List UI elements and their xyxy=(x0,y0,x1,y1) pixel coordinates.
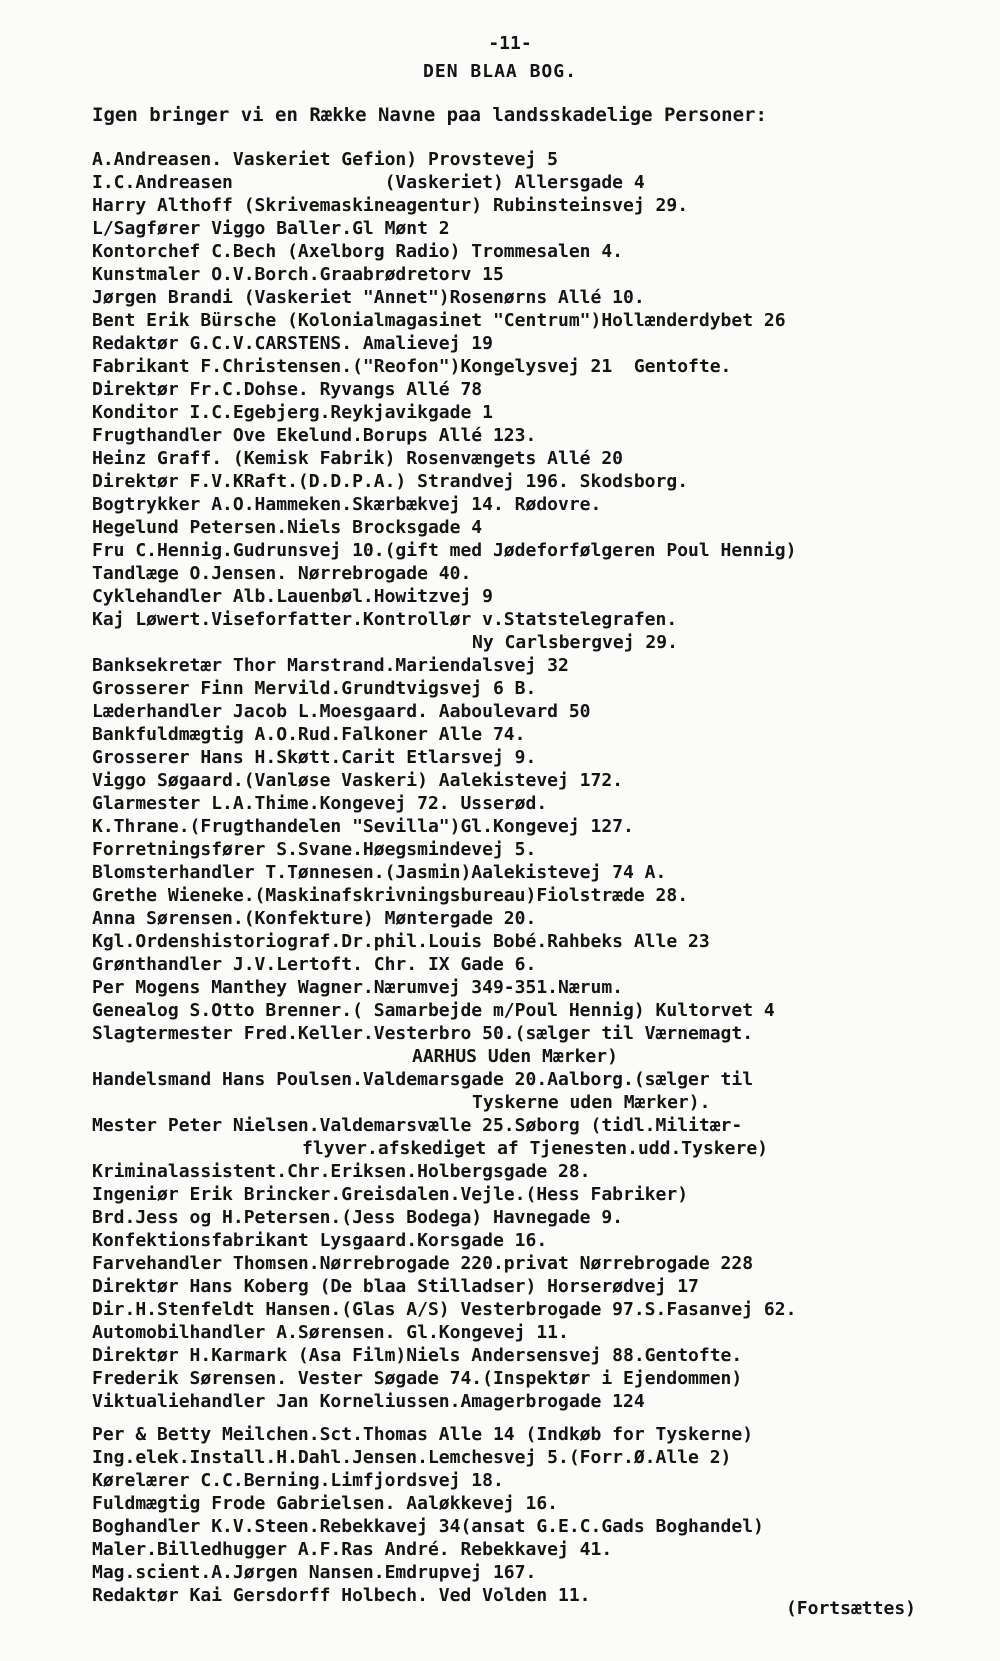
list-item: K.Thrane.(Frugthandelen "Sevilla")Gl.Kongevej 127. xyxy=(92,816,634,837)
continued-note: (Fortsættes) xyxy=(785,1598,916,1619)
document-title: DEN BLAA BOG. xyxy=(423,61,577,82)
list-item-continuation: AARHUS Uden Mærker) xyxy=(412,1046,618,1067)
list-item: Hegelund Petersen.Niels Brocksgade 4 xyxy=(92,517,483,538)
list-item: Boghandler K.V.Steen.Rebekkavej 34(ansat G.E.C.Gads Boghandel) xyxy=(92,1516,764,1537)
list-item: Mag.scient.A.Jørgen Nansen.Emdrupvej 167. xyxy=(92,1562,537,1583)
list-item: A.Andreasen. Vaskeriet Gefion) Provstevej 5 xyxy=(92,149,558,170)
list-item: Redaktør Kai Gersdorff Holbech. Ved Volden 11. xyxy=(92,1585,591,1606)
list-item: Kunstmaler O.V.Borch.Graabrødretorv 15 xyxy=(92,264,504,285)
list-item: Cyklehandler Alb.Lauenbøl.Howitzvej 9 xyxy=(92,586,493,607)
list-item: Kørelærer C.C.Berning.Limfjordsvej 18. xyxy=(92,1470,504,1491)
entry-list xyxy=(92,148,992,1607)
list-item: Banksekretær Thor Marstrand.Mariendalsvej 32 xyxy=(92,655,569,676)
list-item: Grosserer Finn Mervild.Grundtvigsvej 6 B. xyxy=(92,678,537,699)
list-item: Viggo Søgaard.(Vanløse Vaskeri) Aalekistevej 172. xyxy=(92,770,624,791)
list-item: Direktør Hans Koberg (De blaa Stilladser) Horserødvej 17 xyxy=(92,1276,699,1297)
list-item: Handelsmand Hans Poulsen.Valdemarsgade 20.Aalborg.(sælger til xyxy=(92,1069,754,1090)
intro-text: Igen bringer vi en Række Navne paa landsskadelige Personer: xyxy=(92,104,767,126)
list-item: Glarmester L.A.Thime.Kongevej 72. Usserød. xyxy=(92,793,548,814)
list-item: Per & Betty Meilchen.Sct.Thomas Alle 14 (Indkøb for Tyskerne) xyxy=(92,1424,754,1445)
list-item-continuation: flyver.afskediget af Tjenesten.udd.Tyskere) xyxy=(302,1138,768,1159)
list-item-continuation: Ny Carlsbergvej 29. xyxy=(472,632,678,653)
list-item-continuation: Tyskerne uden Mærker). xyxy=(472,1092,711,1113)
list-item: Frederik Sørensen. Vester Søgade 74.(Inspektør i Ejendommen) xyxy=(92,1368,743,1389)
list-item: Grønthandler J.V.Lertoft. Chr. IX Gade 6. xyxy=(92,954,537,975)
list-item: Farvehandler Thomsen.Nørrebrogade 220.privat Nørrebrogade 228 xyxy=(92,1253,754,1274)
list-item: I.C.Andreasen (Vaskeriet) Allersgade 4 xyxy=(92,172,645,193)
list-item: Kontorchef C.Bech (Axelborg Radio) Trommesalen 4. xyxy=(92,241,624,262)
list-item: Ingeniør Erik Brincker.Greisdalen.Vejle.(Hess Fabriker) xyxy=(92,1184,689,1205)
list-item: L/Sagfører Viggo Baller.Gl Mønt 2 xyxy=(92,218,450,239)
list-item: Direktør Fr.C.Dohse. Ryvangs Allé 78 xyxy=(92,379,483,400)
list-item: Fuldmægtig Frode Gabrielsen. Aaløkkevej 16. xyxy=(92,1493,558,1514)
list-item: Viktualiehandler Jan Korneliussen.Amagerbrogade 124 xyxy=(92,1391,645,1412)
list-item: Grethe Wieneke.(Maskinafskrivningsbureau)Fiolstræde 28. xyxy=(92,885,689,906)
list-item: Bankfuldmægtig A.O.Rud.Falkoner Alle 74. xyxy=(92,724,526,745)
list-item: Læderhandler Jacob L.Moesgaard. Aaboulevard 50 xyxy=(92,701,591,722)
list-item: Kaj Løwert.Viseforfatter.Kontrollør v.Statstelegrafen. xyxy=(92,609,678,630)
list-item: Bent Erik Bürsche (Kolonialmagasinet "Centrum")Hollænderdybet 26 xyxy=(92,310,786,331)
list-item: Kgl.Ordenshistoriograf.Dr.phil.Louis Bobé.Rahbeks Alle 23 xyxy=(92,931,710,952)
list-item: Konfektionsfabrikant Lysgaard.Korsgade 16. xyxy=(92,1230,548,1251)
list-item: Grosserer Hans H.Skøtt.Carit Etlarsvej 9. xyxy=(92,747,537,768)
list-item: Per Mogens Manthey Wagner.Nærumvej 349-351.Nærum. xyxy=(92,977,624,998)
list-item: Fru C.Hennig.Gudrunsvej 10.(gift med Jødeforfølgeren Poul Hennig) xyxy=(92,540,797,561)
list-item: Forretningsfører S.Svane.Høegsmindevej 5. xyxy=(92,839,537,860)
list-item: Konditor I.C.Egebjerg.Reykjavikgade 1 xyxy=(92,402,493,423)
list-item: Direktør H.Karmark (Asa Film)Niels Andersensvej 88.Gentofte. xyxy=(92,1345,743,1366)
list-item: Redaktør G.C.V.CARSTENS. Amalievej 19 xyxy=(92,333,493,354)
list-item: Dir.H.Stenfeldt Hansen.(Glas A/S) Vesterbrogade 97.S.Fasanvej 62. xyxy=(92,1299,797,1320)
list-item: Mester Peter Nielsen.Valdemarsvælle 25.Søborg (tidl.Militær- xyxy=(92,1115,743,1136)
page-number: -11- xyxy=(488,33,532,54)
list-item: Fabrikant F.Christensen.("Reofon")Kongelysvej 21 Gentofte. xyxy=(92,356,732,377)
list-item: Ing.elek.Install.H.Dahl.Jensen.Lemchesvej 5.(Forr.Ø.Alle 2) xyxy=(92,1447,732,1468)
list-item: Harry Althoff (Skrivemaskineagentur) Rubinsteinsvej 29. xyxy=(92,195,689,216)
list-item: Kriminalassistent.Chr.Eriksen.Holbergsgade 28. xyxy=(92,1161,591,1182)
list-item: Automobilhandler A.Sørensen. Gl.Kongevej 11. xyxy=(92,1322,569,1343)
list-item: Frugthandler Ove Ekelund.Borups Allé 123. xyxy=(92,425,537,446)
list-item: Slagtermester Fred.Keller.Vesterbro 50.(sælger til Værnemagt. xyxy=(92,1023,754,1044)
list-item: Bogtrykker A.O.Hammeken.Skærbækvej 14. Rødovre. xyxy=(92,494,602,515)
list-item: Genealog S.Otto Brenner.( Samarbejde m/Poul Hennig) Kultorvet 4 xyxy=(92,1000,775,1021)
list-item: Heinz Graff. (Kemisk Fabrik) Rosenvængets Allé 20 xyxy=(92,448,624,469)
list-item: Anna Sørensen.(Konfekture) Møntergade 20. xyxy=(92,908,537,929)
list-item: Tandlæge O.Jensen. Nørrebrogade 40. xyxy=(92,563,472,584)
list-item: Maler.Billedhugger A.F.Ras André. Rebekkavej 41. xyxy=(92,1539,613,1560)
list-item: Blomsterhandler T.Tønnesen.(Jasmin)Aalekistevej 74 A. xyxy=(92,862,667,883)
list-item: Jørgen Brandi (Vaskeriet "Annet")Rosenørns Allé 10. xyxy=(92,287,645,308)
list-item: Direktør F.V.KRaft.(D.D.P.A.) Strandvej 196. Skodsborg. xyxy=(92,471,689,492)
list-item: Brd.Jess og H.Petersen.(Jess Bodega) Havnegade 9. xyxy=(92,1207,624,1228)
